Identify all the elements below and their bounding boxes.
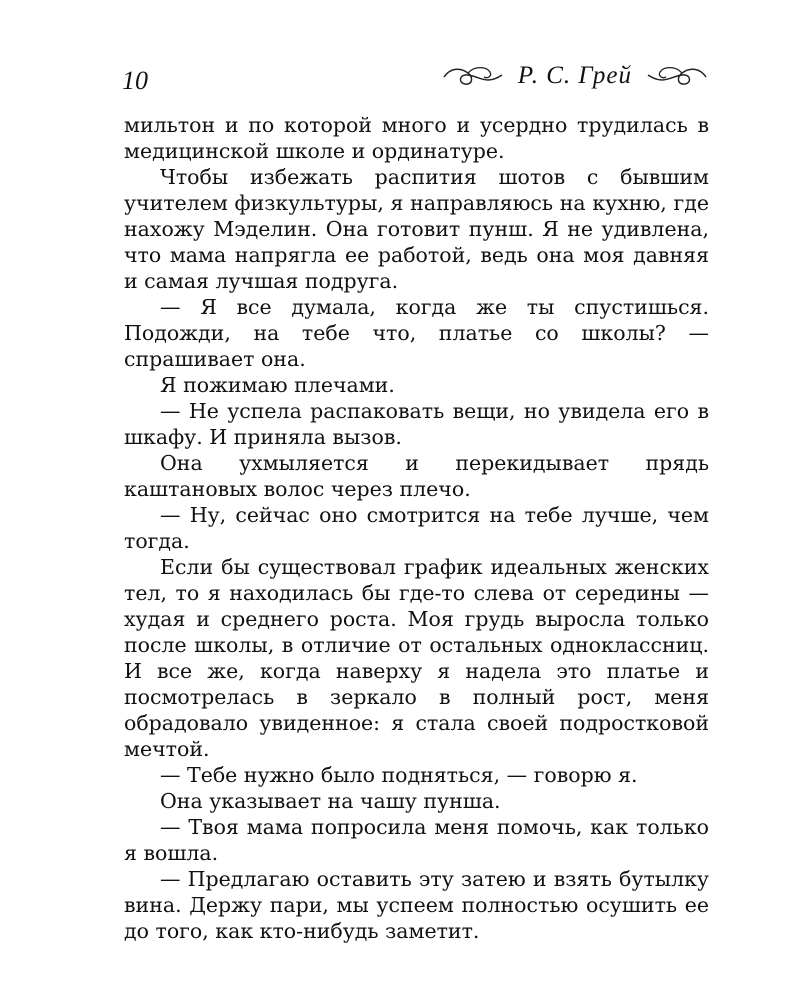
page-number: 10: [122, 66, 148, 95]
paragraph: Она ухмыляется и перекидывает прядь каштановых волос через плечо.: [124, 451, 709, 501]
paragraph: — Твоя мама попросила меня помочь, как только я вошла.: [124, 815, 709, 865]
flourish-left-icon: [442, 63, 504, 89]
paragraph: — Предлагаю оставить эту затею и взять бутылку вина. Держу пари, мы успеем полностью осушить ее до того, как кто-нибудь заметит.: [124, 867, 709, 943]
running-header: [122, 62, 708, 102]
paragraph: мильтон и по которой много и усердно трудилась в медицинской школе и ординатуре.: [124, 113, 709, 163]
paragraph: Если бы существовал график идеальных женских тел, то я находилась бы где-то слева от середины — худая и среднего роста. Моя грудь выросла только после школы, в отличие от остальных одноклассниц. И все же, когда наверху я надела это платье и посмотрелась в зеркало в полный рост, меня обрадовало увиденное: я стала своей подростковой мечтой.: [124, 555, 709, 761]
paragraph: — Тебе нужно было подняться, — говорю я.: [160, 763, 638, 787]
body-text: [124, 112, 709, 944]
flourish-right-icon: [646, 63, 708, 89]
running-head: [442, 62, 708, 90]
paragraph: — Я все думала, когда же ты спустишься. Подожди, на тебе что, платье со школы? — спрашивает она.: [124, 295, 709, 371]
author-name: Р. С. Грей: [517, 62, 632, 89]
paragraph: Чтобы избежать распития шотов с бывшим учителем физкультуры, я направляюсь на кухню, где нахожу Мэделин. Она готовит пунш. Я не удивлена, что мама напрягла ее работой, ведь она моя давняя и самая лучшая подруга.: [124, 165, 709, 293]
paragraph: — Ну, сейчас оно смотрится на тебе лучше, чем тогда.: [124, 503, 709, 553]
paragraph: — Не успела распаковать вещи, но увидела его в шкафу. И приняла вызов.: [124, 399, 709, 449]
paragraph: Она указывает на чашу пунша.: [160, 789, 501, 813]
paragraph: Я пожимаю плечами.: [160, 373, 395, 397]
